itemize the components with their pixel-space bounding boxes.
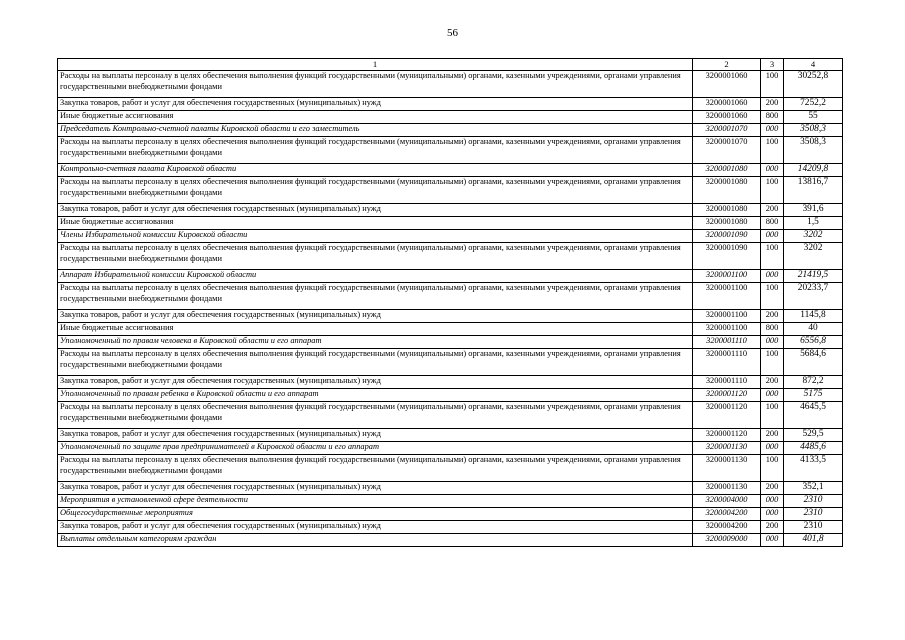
table-row: [58, 124, 843, 137]
table-row: [58, 376, 843, 389]
row-name-cell: Закупка товаров, работ и услуг для обеспечения государственных (муниципальных) нужд: [58, 429, 693, 442]
row-code-cell: 3200001080: [693, 217, 761, 230]
row-code-cell: 3200001060: [693, 71, 761, 98]
table-row: [58, 283, 843, 310]
row-name-cell: Председатель Контрольно-счетной палаты Кировской области и его заместитель: [58, 124, 693, 137]
row-name-cell: Закупка товаров, работ и услуг для обеспечения государственных (муниципальных) нужд: [58, 376, 693, 389]
row-amount-cell: 3508,3: [784, 124, 843, 137]
table-row: [58, 243, 843, 270]
header-row: [58, 59, 843, 71]
row-amount-cell: 401,8: [784, 534, 843, 547]
row-amount-cell: 391,6: [784, 204, 843, 217]
header-col-2: 2: [693, 59, 761, 71]
row-amount-cell: 20233,7: [784, 283, 843, 310]
table-row: [58, 389, 843, 402]
table-row: [58, 310, 843, 323]
row-name-cell: Расходы на выплаты персоналу в целях обеспечения выполнения функций государственными (муниципальными) органами, казенными учреждениями, органами управления государственными внебюджетными фондами: [58, 243, 693, 270]
table-row: [58, 177, 843, 204]
page-number: 56: [447, 27, 458, 39]
row-type-cell: 000: [761, 442, 784, 455]
row-amount-cell: 21419,5: [784, 270, 843, 283]
row-code-cell: 3200001100: [693, 270, 761, 283]
row-name-cell: Расходы на выплаты персоналу в целях обеспечения выполнения функций государственными (муниципальными) органами, казенными учреждениями, органами управления государственными внебюджетными фондами: [58, 283, 693, 310]
row-amount-cell: 2310: [784, 508, 843, 521]
row-type-cell: 000: [761, 534, 784, 547]
table-row: [58, 230, 843, 243]
header-col-3: 3: [761, 59, 784, 71]
table-row: [58, 402, 843, 429]
row-amount-cell: 5175: [784, 389, 843, 402]
row-amount-cell: 40: [784, 323, 843, 336]
row-amount-cell: 14209,8: [784, 164, 843, 177]
table-row: [58, 521, 843, 534]
row-type-cell: 200: [761, 204, 784, 217]
row-code-cell: 3200001100: [693, 323, 761, 336]
row-code-cell: 3200001060: [693, 98, 761, 111]
row-amount-cell: 4485,6: [784, 442, 843, 455]
table-row: [58, 71, 843, 98]
row-name-cell: Закупка товаров, работ и услуг для обеспечения государственных (муниципальных) нужд: [58, 310, 693, 323]
row-name-cell: Члены Избирательной комиссии Кировской области: [58, 230, 693, 243]
row-amount-cell: 6556,8: [784, 336, 843, 349]
table-row: [58, 323, 843, 336]
row-code-cell: 3200001130: [693, 455, 761, 482]
row-name-cell: Расходы на выплаты персоналу в целях обеспечения выполнения функций государственными (муниципальными) органами, казенными учреждениями, органами управления государственными внебюджетными фондами: [58, 402, 693, 429]
row-type-cell: 100: [761, 349, 784, 376]
row-amount-cell: 352,1: [784, 482, 843, 495]
row-name-cell: Расходы на выплаты персоналу в целях обеспечения выполнения функций государственными (муниципальными) органами, казенными учреждениями, органами управления государственными внебюджетными фондами: [58, 71, 693, 98]
row-name-cell: Закупка товаров, работ и услуг для обеспечения государственных (муниципальных) нужд: [58, 521, 693, 534]
row-code-cell: 3200001080: [693, 204, 761, 217]
row-type-cell: 000: [761, 230, 784, 243]
row-code-cell: 3200001100: [693, 310, 761, 323]
row-code-cell: 3200001110: [693, 336, 761, 349]
table-row: [58, 98, 843, 111]
budget-table: [57, 58, 843, 547]
row-type-cell: 000: [761, 336, 784, 349]
row-amount-cell: 30252,8: [784, 71, 843, 98]
row-name-cell: Расходы на выплаты персоналу в целях обеспечения выполнения функций государственными (муниципальными) органами, казенными учреждениями, органами управления государственными внебюджетными фондами: [58, 349, 693, 376]
row-type-cell: 000: [761, 124, 784, 137]
row-amount-cell: 1145,8: [784, 310, 843, 323]
row-code-cell: 3200001070: [693, 124, 761, 137]
row-type-cell: 000: [761, 389, 784, 402]
row-type-cell: 100: [761, 137, 784, 164]
row-name-cell: Иные бюджетные ассигнования: [58, 217, 693, 230]
row-name-cell: Общегосударственные мероприятия: [58, 508, 693, 521]
row-code-cell: 3200001110: [693, 376, 761, 389]
row-type-cell: 200: [761, 376, 784, 389]
table-row: [58, 270, 843, 283]
row-code-cell: 3200001120: [693, 429, 761, 442]
row-code-cell: 3200001090: [693, 230, 761, 243]
header-col-4: 4: [784, 59, 843, 71]
row-code-cell: 3200004200: [693, 521, 761, 534]
row-amount-cell: 4133,5: [784, 455, 843, 482]
row-name-cell: Уполномоченный по правам человека в Кировской области и его аппарат: [58, 336, 693, 349]
row-type-cell: 000: [761, 164, 784, 177]
row-amount-cell: 2310: [784, 521, 843, 534]
row-code-cell: 3200001110: [693, 349, 761, 376]
row-code-cell: 3200001120: [693, 402, 761, 429]
row-code-cell: 3200009000: [693, 534, 761, 547]
row-code-cell: 3200001070: [693, 137, 761, 164]
row-name-cell: Иные бюджетные ассигнования: [58, 323, 693, 336]
row-amount-cell: 3202: [784, 230, 843, 243]
row-type-cell: 800: [761, 217, 784, 230]
row-code-cell: 3200001130: [693, 482, 761, 495]
row-name-cell: Закупка товаров, работ и услуг для обеспечения государственных (муниципальных) нужд: [58, 482, 693, 495]
table-row: [58, 137, 843, 164]
row-type-cell: 200: [761, 429, 784, 442]
row-type-cell: 800: [761, 323, 784, 336]
table-row: [58, 429, 843, 442]
row-name-cell: Выплаты отдельным категориям граждан: [58, 534, 693, 547]
row-type-cell: 100: [761, 283, 784, 310]
row-type-cell: 100: [761, 71, 784, 98]
row-name-cell: Закупка товаров, работ и услуг для обеспечения государственных (муниципальных) нужд: [58, 204, 693, 217]
table-body: [58, 71, 843, 547]
row-name-cell: Контрольно-счетная палата Кировской области: [58, 164, 693, 177]
row-amount-cell: 7252,2: [784, 98, 843, 111]
table-row: [58, 111, 843, 124]
row-code-cell: 3200004000: [693, 495, 761, 508]
table-row: [58, 164, 843, 177]
row-code-cell: 3200001080: [693, 177, 761, 204]
row-name-cell: Уполномоченный по защите прав предпринимателей в Кировской области и его аппарат: [58, 442, 693, 455]
row-amount-cell: 13816,7: [784, 177, 843, 204]
row-amount-cell: 1,5: [784, 217, 843, 230]
row-amount-cell: 3508,3: [784, 137, 843, 164]
row-type-cell: 100: [761, 402, 784, 429]
table-row: [58, 442, 843, 455]
row-code-cell: 3200004200: [693, 508, 761, 521]
row-amount-cell: 529,5: [784, 429, 843, 442]
row-code-cell: 3200001130: [693, 442, 761, 455]
table-row: [58, 495, 843, 508]
table-row: [58, 508, 843, 521]
table-header: [58, 59, 843, 71]
row-amount-cell: 872,2: [784, 376, 843, 389]
table-row: [58, 204, 843, 217]
row-type-cell: 000: [761, 270, 784, 283]
row-code-cell: 3200001100: [693, 283, 761, 310]
row-type-cell: 200: [761, 521, 784, 534]
row-code-cell: 3200001060: [693, 111, 761, 124]
table-row: [58, 349, 843, 376]
row-type-cell: 100: [761, 243, 784, 270]
row-amount-cell: 55: [784, 111, 843, 124]
table-row: [58, 534, 843, 547]
row-name-cell: Аппарат Избирательной комиссии Кировской области: [58, 270, 693, 283]
header-col-1: 1: [58, 59, 693, 71]
row-type-cell: 200: [761, 482, 784, 495]
row-name-cell: Расходы на выплаты персоналу в целях обеспечения выполнения функций государственными (муниципальными) органами, казенными учреждениями, органами управления государственными внебюджетными фондами: [58, 177, 693, 204]
row-amount-cell: 2310: [784, 495, 843, 508]
row-amount-cell: 5684,6: [784, 349, 843, 376]
row-type-cell: 000: [761, 508, 784, 521]
row-type-cell: 100: [761, 455, 784, 482]
row-name-cell: Закупка товаров, работ и услуг для обеспечения государственных (муниципальных) нужд: [58, 98, 693, 111]
row-name-cell: Расходы на выплаты персоналу в целях обеспечения выполнения функций государственными (муниципальными) органами, казенными учреждениями, органами управления государственными внебюджетными фондами: [58, 455, 693, 482]
row-type-cell: 200: [761, 310, 784, 323]
row-amount-cell: 3202: [784, 243, 843, 270]
row-name-cell: Иные бюджетные ассигнования: [58, 111, 693, 124]
table-row: [58, 482, 843, 495]
row-type-cell: 000: [761, 495, 784, 508]
row-amount-cell: 4645,5: [784, 402, 843, 429]
table-row: [58, 455, 843, 482]
row-code-cell: 3200001090: [693, 243, 761, 270]
row-name-cell: Расходы на выплаты персоналу в целях обеспечения выполнения функций государственными (муниципальными) органами, казенными учреждениями, органами управления государственными внебюджетными фондами: [58, 137, 693, 164]
row-code-cell: 3200001080: [693, 164, 761, 177]
table-row: [58, 336, 843, 349]
row-name-cell: Уполномоченный по правам ребенка в Кировской области и его аппарат: [58, 389, 693, 402]
row-type-cell: 800: [761, 111, 784, 124]
table-row: [58, 217, 843, 230]
row-type-cell: 100: [761, 177, 784, 204]
row-name-cell: Мероприятия в установленной сфере деятельности: [58, 495, 693, 508]
row-code-cell: 3200001120: [693, 389, 761, 402]
row-type-cell: 200: [761, 98, 784, 111]
